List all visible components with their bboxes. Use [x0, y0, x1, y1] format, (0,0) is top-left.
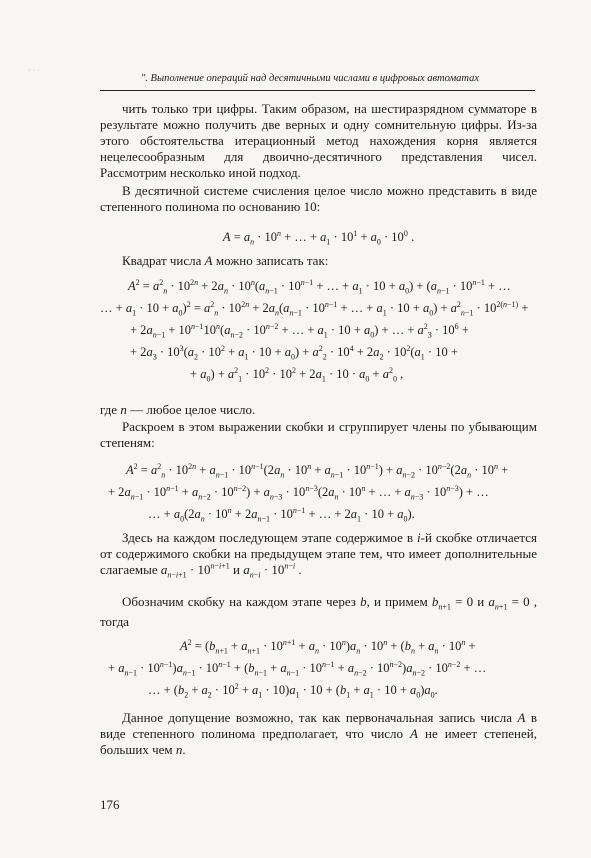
- header-rule: [100, 90, 535, 91]
- paragraph-2: В десятичной системе счисления целое число можно представить в виде степенного полинома по основанию 10:: [100, 183, 537, 214]
- paragraph-4: где n — любое целое число.: [100, 402, 256, 417]
- page-number: 176: [100, 797, 120, 812]
- equation-polynomial: $A = a_n \cdot 10^n$ + … + $a_1 \cdot 10^1 + a_0 \cdot 10^0$ .: [222, 228, 415, 247]
- paragraph-8: Данное допущение возможно, так как первоначальная запись числа A в виде степенного полинома предполагает, что число A не имеет степеней, больших чем n.: [100, 710, 537, 757]
- paragraph-3: Квадрат числа A можно записать так:: [122, 253, 329, 268]
- equation-square: $A^2 = a^2_n \cdot 10^{2n} + 2a_n \cdot 10^n(a_{n-1} \cdot 10^{n-1}$ + … + $a_1 \cdot 10 + a_0) + (a_{n-1} \cdot 10^{n-1}$ + … … + $a_1 \cdot 10 + a_0)^2 = a^2_n \cdot 10^{2n} + 2a_n(a_{n-1} \cdot 10^{n-1}$ + … + $a_1 \cdot 10 + a_0) + a^2_{n-1} \cdot 10^{2(n-1)}$ + + $2a_{n-1} + 10^{n-1}10^n(a_{n-2} \cdot 10^{n-2}$ + … + $a_1 \cdot 10 + a_0$) + … + $a^2_3 \cdot 10^6$ + + $2a_3 \cdot 10^3(a_2 \cdot 10^2 + a_1 \cdot 10 + a_0) + a^2_2 \cdot 10^4 + 2a_2 \cdot 10^2(a_1 \cdot 10$ + + $a_0) + a^2_1 \cdot 10^2 \cdot 10^2 + 2a_1 \cdot 10 \cdot a_0 + a^2_0$ ,: [100, 277, 529, 384]
- paragraph-7: Обозначим скобку на каждом этапе через b, и примем $b_{n+1} = 0$ и $a_{n+1} = 0$ , тогда: [100, 594, 538, 629]
- paragraph-1: чить только три цифры. Таким образом, на шестиразрядном сумматоре в результате можно получить две верных и одну сомнительную цифры. Из-за этого обстоятельства итерационный метод нахождения корня является нецелесообразным для двоично-десятичного представления чисел. Рассмотрим несколько иной подход.: [100, 101, 537, 180]
- running-header: ″. Выполнение операций над десятичными числами в цифровых автоматах: [140, 73, 480, 84]
- equation-bracket: $A^2 = (b_{n+1} + a_{n+1} \cdot 10^{n+1} + a_n \cdot 10^n)a_n \cdot 10^n + (b_n + a_n \cdot 10^n$ + + $a_{n-1} \cdot 10^{n-1})a_{n-1} \cdot 10^{n-1} + (b_{n-1} + a_{n-1} \cdot 10^{n-1} + a_{n-2} \cdot 10^{n-2})a_{n-2} \cdot 10^{n-2}$ + … … + $(b_2 + a_2 \cdot 10^2 + a_1 \cdot 10)a_1 \cdot 10 + (b_1 + a_1 \cdot 10 + a_0)a_0$.: [108, 637, 487, 700]
- paragraph-6: Здесь на каждом последующем этапе содержимое в i-й скобке отличается от содержимого скобки на предыдущем этапе тем, что имеет дополнительные слагаемые $a_{n-i+1} \cdot 10^{n-i+1}$ и $a_{n-i} \cdot 10^{n-i}$ .: [100, 530, 538, 580]
- scan-margin-mark: · · ·: [28, 66, 40, 75]
- paragraph-5: Раскроем в этом выражении скобки и сгруппирует члены по убывающим степеням:: [100, 419, 537, 450]
- equation-grouped: $A^2 = a^2_n \cdot 10^{2n} + a_{n-1} \cdot 10^{n-1}(2a_n \cdot 10^n + a_{n-1} \cdot 10^{n-1}) + a_{n-2} \cdot 10^{n-2}(2a_n \cdot 10^n$ + + $2a_{n-1} \cdot 10^{n-1} + a_{n-2} \cdot 10^{n-2}) + a_{n-3} \cdot 10^{n-3}(2a_n \cdot 10^n$ + … + $a_{n-3} \cdot 10^{n-3}$) + … … + $a_0(2a_n \cdot 10^n + 2a_{n-1} \cdot 10^{n-1}$ + … + $2a_1 \cdot 10 + a_0$).: [108, 461, 509, 524]
